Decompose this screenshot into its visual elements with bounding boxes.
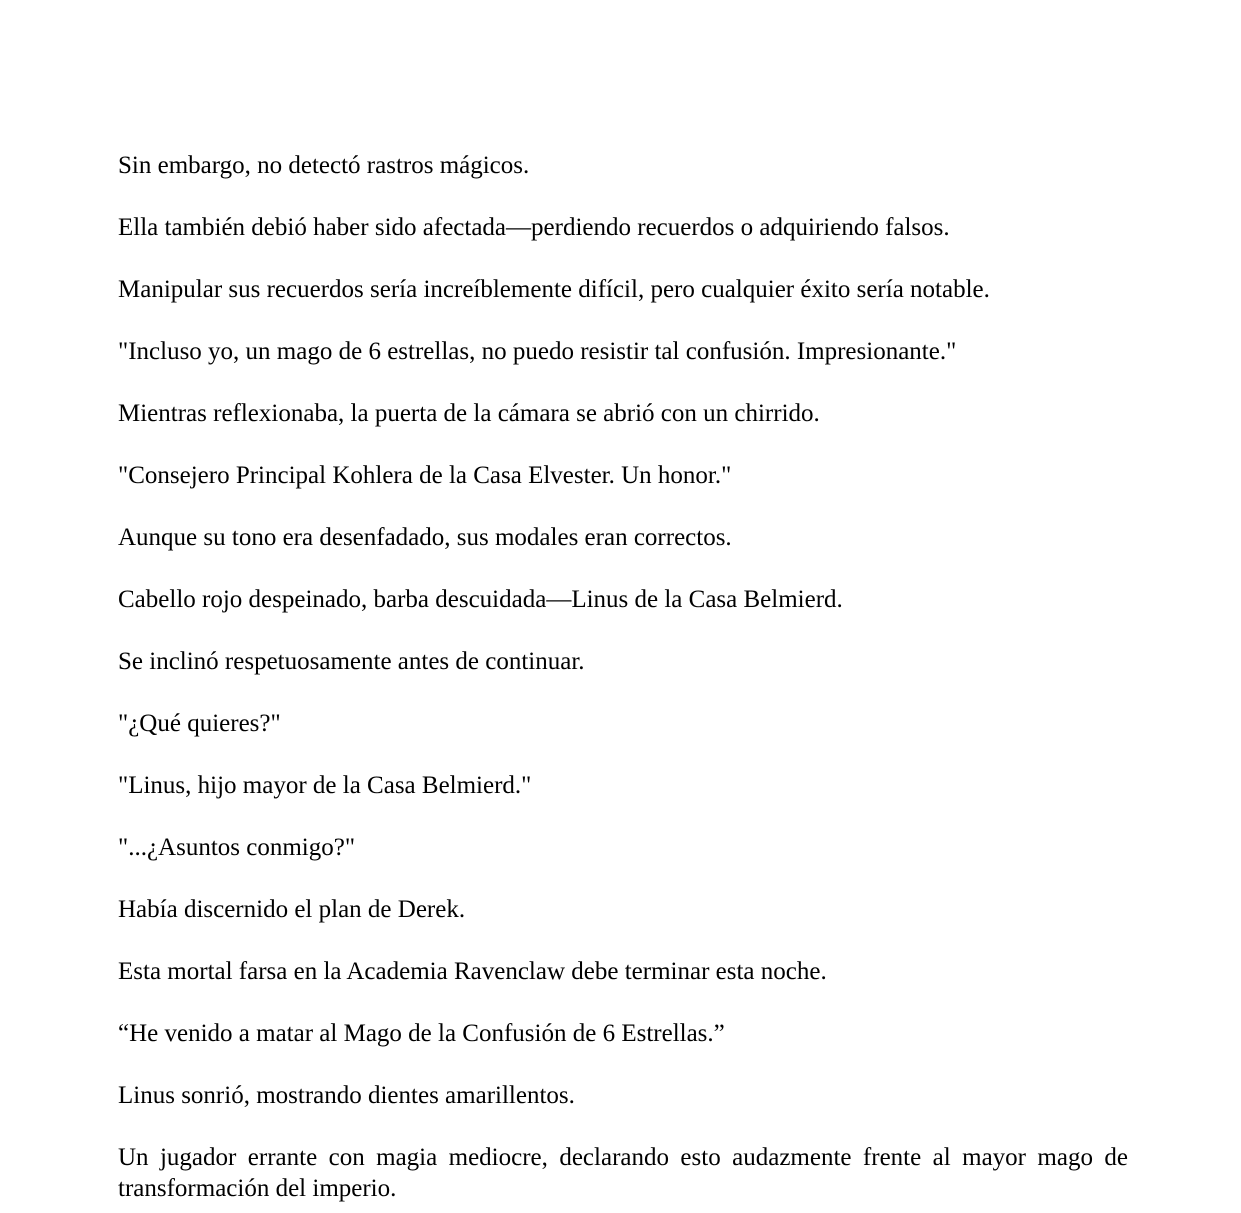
paragraph: Había discernido el plan de Derek. — [118, 896, 466, 923]
paragraph: "¿Qué quieres?" — [118, 710, 281, 737]
document-body — [118, 150, 1128, 1204]
paragraph: "Consejero Principal Kohlera de la Casa Elvester. Un honor." — [118, 462, 732, 489]
paragraph: "Incluso yo, un mago de 6 estrellas, no puedo resistir tal confusión. Impresionante." — [118, 338, 957, 365]
paragraph: Cabello rojo despeinado, barba descuidada—Linus de la Casa Belmierd. — [118, 586, 843, 613]
paragraph: Sin embargo, no detectó rastros mágicos. — [118, 152, 530, 179]
paragraph: "...¿Asuntos conmigo?" — [118, 834, 356, 861]
paragraph: Mientras reflexionaba, la puerta de la cámara se abrió con un chirrido. — [118, 400, 820, 427]
paragraph: Ella también debió haber sido afectada—perdiendo recuerdos o adquiriendo falsos. — [118, 214, 950, 241]
paragraph: “He venido a matar al Mago de la Confusión de 6 Estrellas.” — [118, 1020, 725, 1047]
paragraph: Se inclinó respetuosamente antes de continuar. — [118, 648, 585, 675]
paragraph: Esta mortal farsa en la Academia Ravenclaw debe terminar esta noche. — [118, 958, 827, 985]
paragraph: Linus sonrió, mostrando dientes amarillentos. — [118, 1082, 575, 1109]
paragraph: Manipular sus recuerdos sería increíblemente difícil, pero cualquier éxito sería notable. — [118, 276, 990, 303]
paragraph: Aunque su tono era desenfadado, sus modales eran correctos. — [118, 524, 732, 551]
paragraph: Un jugador errante con magia mediocre, declarando esto audazmente frente al mayor mago de transformación del imperio. — [118, 1144, 1128, 1202]
paragraph: "Linus, hijo mayor de la Casa Belmierd." — [118, 772, 532, 799]
